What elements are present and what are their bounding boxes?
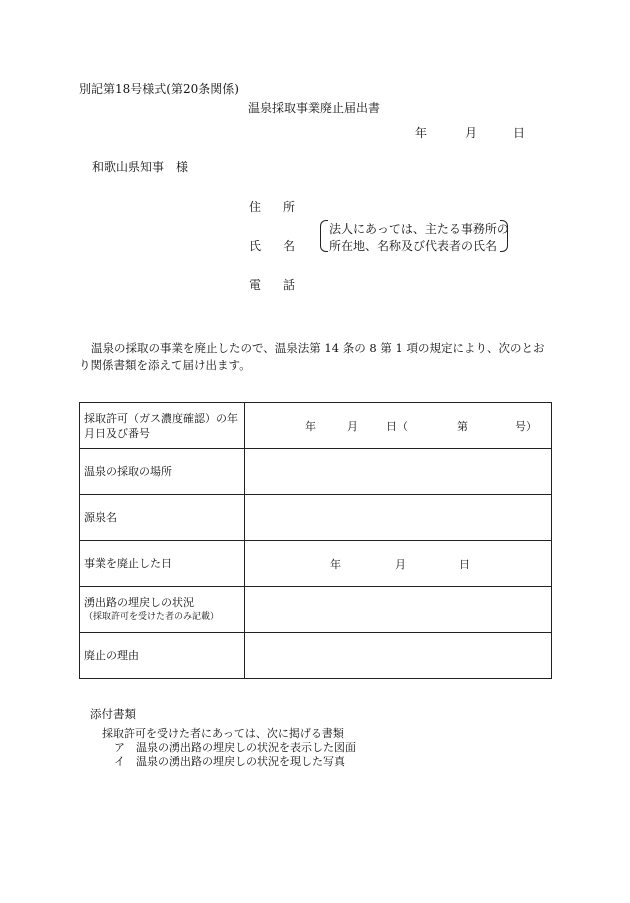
abolition-date-label: 事業を廃止した日 [80, 541, 245, 587]
corporate-note-line2: 所在地、名称及び代表者の氏名 [329, 239, 498, 253]
form-code: 別記第18号様式(第20条関係) [79, 82, 239, 96]
permit-number-prefix: 第 [457, 419, 468, 433]
collection-location-value[interactable] [245, 449, 552, 495]
phone-label [249, 276, 295, 293]
corporate-note-line1: 法人にあっては、主たる事務所の [329, 222, 509, 236]
document-title: 温泉採取事業廃止届出書 [248, 101, 381, 115]
attachments-title: 添付書類 [90, 707, 136, 721]
declaration-text: 温泉の採取の事業を廃止したので、温泉法第 14 条の 8 第 1 項の規定により、次のとおり関係書類を添えて届け出ます。 [79, 341, 545, 372]
backfill-status-label [80, 587, 245, 633]
table-row [80, 587, 552, 633]
address-label [249, 198, 295, 215]
backfill-status-note: （採取許可を受けた者のみ記載） [84, 611, 220, 622]
abolition-reason-label: 廃止の理由 [80, 633, 245, 679]
abolition-year: 年 [330, 557, 341, 571]
permit-date-number-label: 採取許可（ガス濃度確認）の年月日及び番号 [80, 403, 245, 449]
permit-date-number-value[interactable] [245, 403, 552, 449]
phone-label-char-2: 話 [283, 278, 296, 292]
spring-name-label: 源泉名 [80, 495, 245, 541]
date-year: 年 [415, 126, 428, 140]
abolition-day: 日 [459, 557, 470, 571]
permit-number-suffix: 号） [515, 419, 537, 433]
date-month: 月 [465, 126, 478, 140]
notification-table [79, 402, 552, 679]
permit-month: 月 [347, 419, 358, 433]
attachments-line-3: イ 温泉の湧出路の埋戻しの状況を現した写真 [114, 755, 345, 768]
name-label [249, 237, 295, 254]
abolition-month: 月 [395, 557, 406, 571]
table-row [80, 633, 552, 679]
date-day: 日 [513, 126, 526, 140]
backfill-status-title: 湧出路の埋戻しの状況 [84, 595, 194, 609]
permit-year: 年 [305, 419, 316, 433]
spring-name-value[interactable] [245, 495, 552, 541]
corporate-note [320, 218, 508, 254]
attachments-line-1: 採取許可を受けた者にあっては、次に掲げる書類 [102, 727, 344, 740]
collection-location-label: 温泉の採取の場所 [80, 449, 245, 495]
table-row [80, 495, 552, 541]
name-label-char-1: 氏 [249, 239, 262, 253]
address-label-char-1: 住 [249, 200, 262, 214]
table-row [80, 403, 552, 449]
table-row [80, 449, 552, 495]
left-bracket [320, 220, 328, 252]
addressee: 和歌山県知事 様 [92, 160, 189, 174]
table-row [80, 541, 552, 587]
attachments-line-2: ア 温泉の湧出路の埋戻しの状況を表示した図面 [114, 741, 356, 754]
right-bracket [500, 220, 508, 252]
backfill-status-value[interactable] [245, 587, 552, 633]
permit-day: 日（ [386, 419, 408, 433]
abolition-reason-value[interactable] [245, 633, 552, 679]
address-label-char-2: 所 [283, 200, 296, 214]
abolition-date-value[interactable] [245, 541, 552, 587]
name-label-char-2: 名 [283, 239, 296, 253]
phone-label-char-1: 電 [249, 278, 262, 292]
